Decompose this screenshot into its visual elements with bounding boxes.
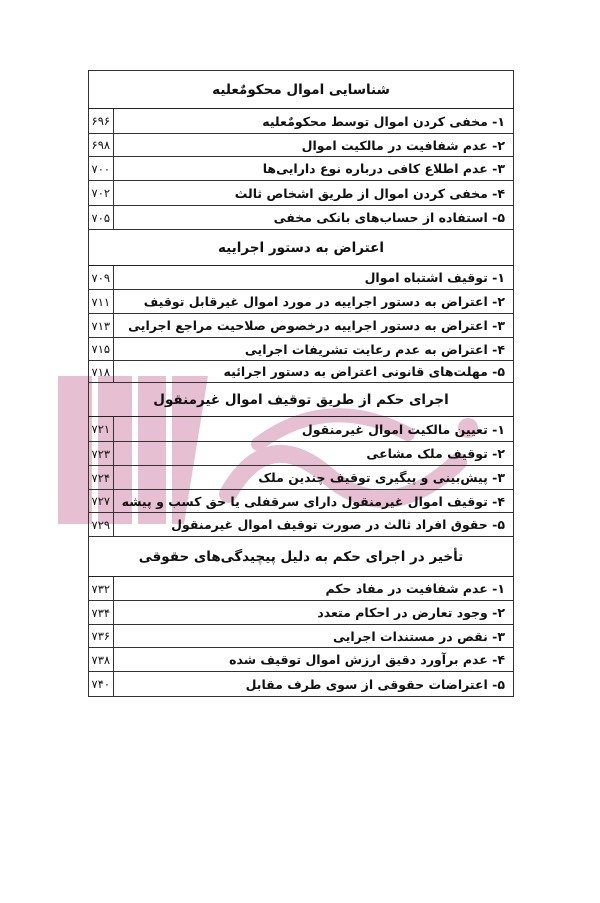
section-title: تأخیر در اجرای حکم به دلیل پیچیدگی‌های حقوقی — [89, 537, 514, 577]
toc-entry[interactable] — [89, 109, 514, 134]
page-number: ۷۱۸ — [89, 361, 114, 383]
page-number: ۷۰۹ — [89, 266, 114, 290]
entry-title: ۵- استفاده از حساب‌های بانکی مخفی — [113, 206, 513, 230]
toc-entry[interactable] — [89, 338, 514, 361]
section-title: اجرای حکم از طریق توقیف اموال غیرمنقول — [89, 383, 514, 417]
toc-entry[interactable] — [89, 577, 514, 601]
section-title: اعتراض به دستور اجراییه — [89, 230, 514, 266]
entry-title: ۱- عدم شفافیت در مفاد حکم — [113, 577, 513, 601]
entry-title: ۱- تعیین مالکیت اموال غیرمنقول — [113, 417, 513, 442]
entry-title: ۱- توقیف اشتباه اموال — [113, 266, 513, 290]
toc-entry[interactable] — [89, 672, 514, 697]
entry-title: ۲- اعتراض به دستور اجراییه در مورد اموال غیرقابل توقیف — [113, 290, 513, 314]
toc-entry[interactable] — [89, 648, 514, 672]
entry-title: ۲- توقیف ملک مشاعی — [113, 442, 513, 466]
page-number: ۷۲۱ — [89, 417, 114, 442]
entry-title: ۴- عدم برآورد دقیق ارزش اموال توقیف شده — [113, 648, 513, 672]
toc-entry[interactable] — [89, 134, 514, 157]
page-number: ۷۱۳ — [89, 314, 114, 338]
entry-title: ۵- حقوق افراد ثالث در صورت توقیف اموال غیرمنقول — [113, 513, 513, 537]
section-header — [89, 537, 514, 577]
toc-entry[interactable] — [89, 181, 514, 206]
section-header — [89, 230, 514, 266]
page-number: ۷۲۳ — [89, 442, 114, 466]
entry-title: ۳- پیش‌بینی و پیگیری توقیف چندین ملک — [113, 466, 513, 490]
entry-title: ۵- اعتراضات حقوقی از سوی طرف مقابل — [113, 672, 513, 697]
toc-entry[interactable] — [89, 157, 514, 181]
toc-entry[interactable] — [89, 442, 514, 466]
page-number: ۷۳۸ — [89, 648, 114, 672]
toc-entry[interactable] — [89, 513, 514, 537]
section-header — [89, 71, 514, 109]
entry-title: ۲- عدم شفافیت در مالکیت اموال — [113, 134, 513, 157]
page-number: ۷۲۷ — [89, 490, 114, 513]
toc-entry[interactable] — [89, 490, 514, 513]
page-number: ۶۹۸ — [89, 134, 114, 157]
page-number: ۷۳۶ — [89, 625, 114, 648]
toc-entry[interactable] — [89, 417, 514, 442]
entry-title: ۱- مخفی کردن اموال توسط محکومٌعلیه — [113, 109, 513, 134]
page-number: ۷۴۰ — [89, 672, 114, 697]
toc-entry[interactable] — [89, 206, 514, 230]
toc-entry[interactable] — [89, 361, 514, 383]
toc-entry[interactable] — [89, 314, 514, 338]
page-number: ۷۱۵ — [89, 338, 114, 361]
entry-title: ۵- مهلت‌های قانونی اعتراض به دستور اجرائیه — [113, 361, 513, 383]
table-of-contents — [88, 70, 514, 697]
entry-title: ۳- عدم اطلاع کافی درباره نوع دارایی‌ها — [113, 157, 513, 181]
toc-entry[interactable] — [89, 266, 514, 290]
toc-entry[interactable] — [89, 466, 514, 490]
section-title: شناسایی اموال محکومٌعلیه — [89, 71, 514, 109]
entry-title: ۴- اعتراض به عدم رعایت تشریفات اجرایی — [113, 338, 513, 361]
page-number: ۷۰۲ — [89, 181, 114, 206]
page-number: ۷۲۹ — [89, 513, 114, 537]
page-number: ۷۱۱ — [89, 290, 114, 314]
page-number: ۷۰۰ — [89, 157, 114, 181]
entry-title: ۴- مخفی کردن اموال از طریق اشخاص ثالث — [113, 181, 513, 206]
page-number: ۷۳۲ — [89, 577, 114, 601]
entry-title: ۲- وجود تعارض در احکام متعدد — [113, 601, 513, 625]
toc-entry[interactable] — [89, 290, 514, 314]
entry-title: ۴- توقیف اموال غیرمنقول دارای سرقفلی یا حق کسب و پیشه — [113, 490, 513, 513]
page-number: ۷۰۵ — [89, 206, 114, 230]
section-header — [89, 383, 514, 417]
page-number: ۶۹۶ — [89, 109, 114, 134]
toc-entry[interactable] — [89, 625, 514, 648]
toc-entry[interactable] — [89, 601, 514, 625]
entry-title: ۳- اعتراض به دستور اجراییه درخصوص صلاحیت مراجع اجرایی — [113, 314, 513, 338]
page-number: ۷۳۴ — [89, 601, 114, 625]
entry-title: ۳- نقص در مستندات اجرایی — [113, 625, 513, 648]
page-number: ۷۲۴ — [89, 466, 114, 490]
